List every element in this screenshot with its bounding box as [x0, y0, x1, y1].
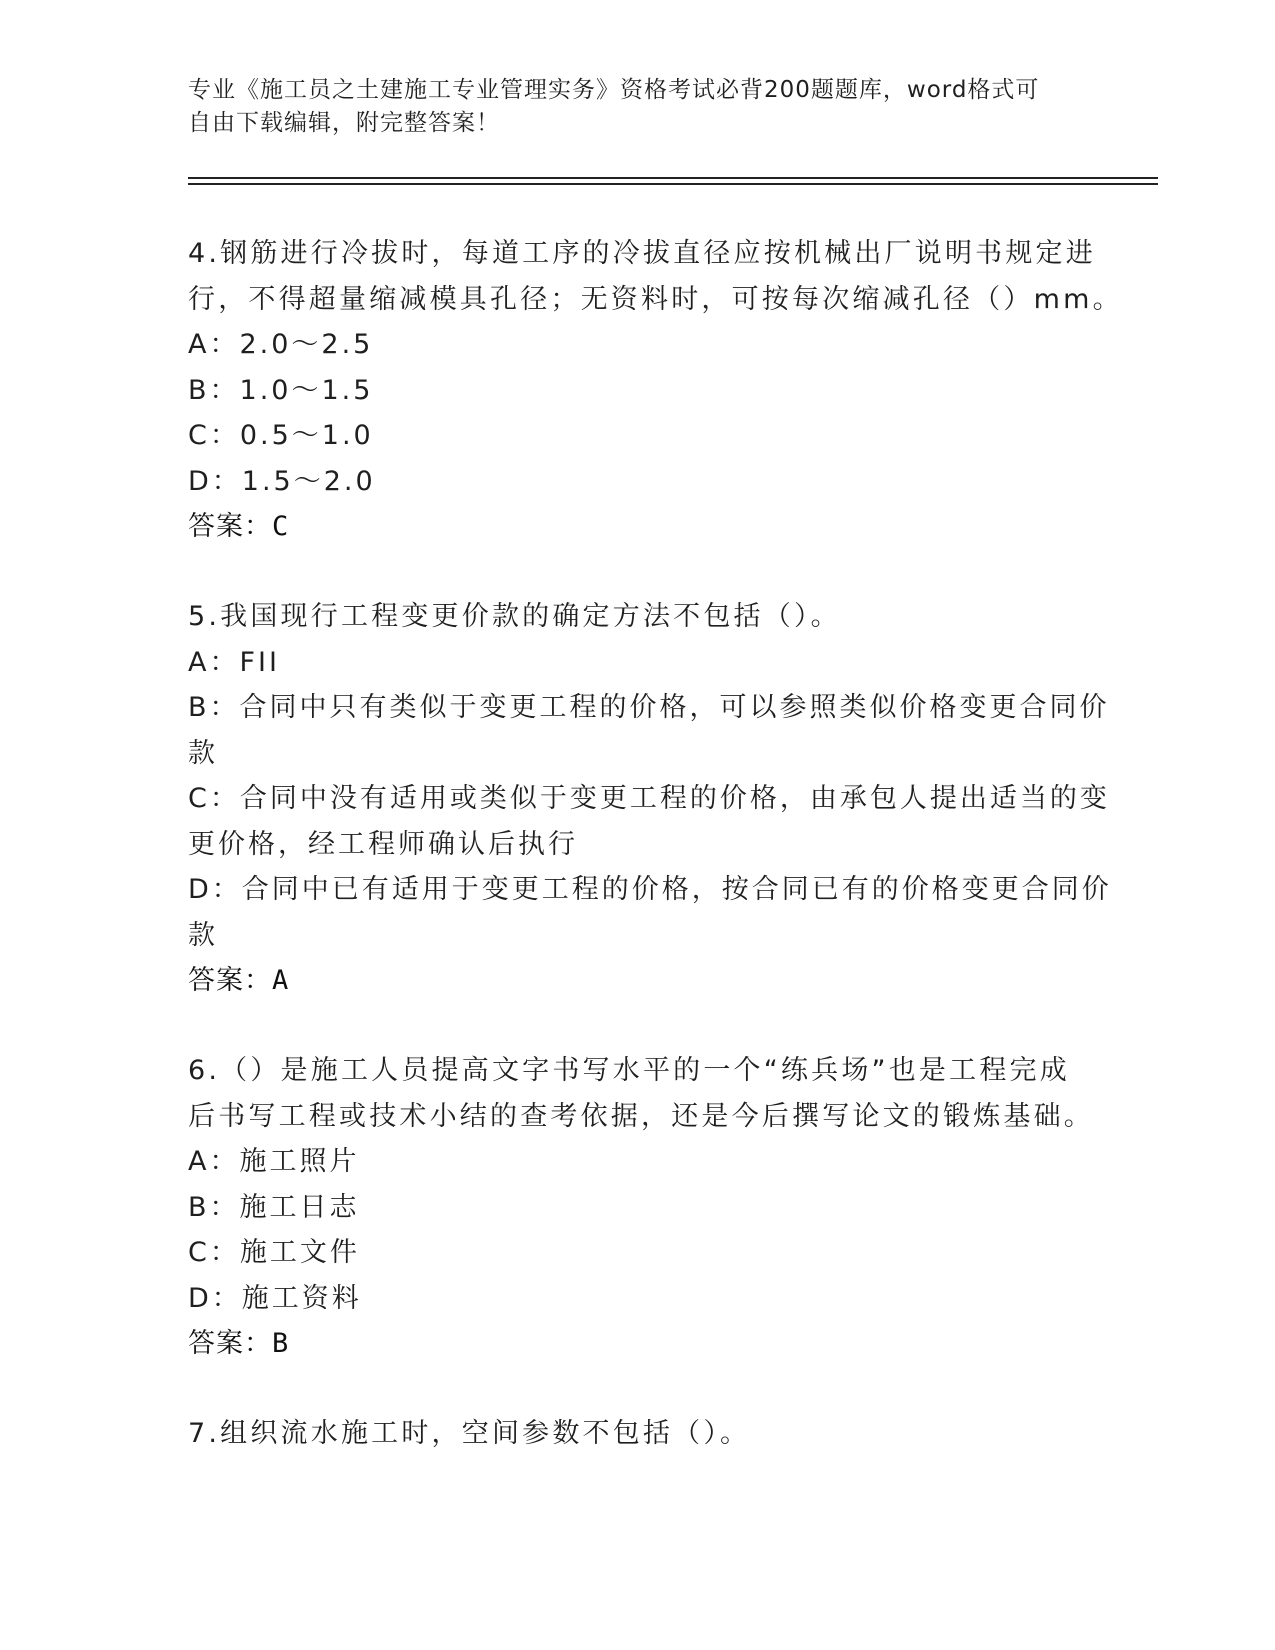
- option-text-continued: 款: [188, 919, 218, 951]
- option-label: C：: [188, 420, 240, 451]
- question-text-line: 6.（）是施工人员提高文字书写水平的一个“练兵场”也是工程完成: [188, 1055, 1070, 1086]
- option-text: FII: [239, 646, 280, 678]
- option-label: A：: [188, 329, 240, 360]
- answer-label: 答案：: [188, 511, 272, 542]
- answer-label: 答案：: [188, 1328, 272, 1359]
- option-text-continued: 更价格，经工程师确认后执行: [188, 828, 578, 860]
- option-text: 施工资料: [241, 1282, 362, 1314]
- question-block: [188, 1048, 1094, 1367]
- option-text: 1.5～2.0: [241, 465, 376, 497]
- option-b: [188, 368, 1088, 414]
- question-text-line: 后书写工程或技术小结的查考依据，还是今后撰写论文的锻炼基础。: [188, 1100, 1094, 1132]
- answer-label: 答案：: [188, 965, 272, 996]
- option-d: [188, 459, 1088, 505]
- option-b: [188, 685, 1110, 776]
- option-label: C：: [188, 783, 240, 814]
- option-text: 施工照片: [239, 1146, 360, 1177]
- option-text: 0.5～1.0: [239, 420, 374, 451]
- answer-value: B: [272, 1328, 290, 1359]
- option-c: [188, 776, 1110, 867]
- header-line-1: 专业《施工员之土建施工专业管理实务》资格考试必背200题题库，word格式可: [188, 77, 1040, 103]
- question-text-line: 5.我国现行工程变更价款的确定方法不包括（）。: [188, 601, 841, 632]
- answer-value: A: [272, 965, 290, 996]
- question-text: [188, 1411, 1088, 1457]
- header-divider-top: [188, 177, 1158, 179]
- question-block: [188, 1411, 1088, 1457]
- option-label: A：: [188, 1146, 240, 1177]
- option-text: 合同中只有类似于变更工程的价格，可以参照类似价格变更合同价: [239, 692, 1110, 723]
- option-label: D：: [188, 1282, 242, 1314]
- answer-line: [188, 1321, 1088, 1367]
- option-label: D：: [188, 465, 242, 497]
- document-header: [188, 74, 1068, 140]
- option-label: A：: [188, 646, 240, 678]
- answer-line: [188, 958, 1088, 1004]
- option-a: [188, 1139, 1088, 1185]
- option-text: 施工文件: [239, 1237, 360, 1268]
- question-text: [188, 1048, 1094, 1139]
- question-text-line: 4.钢筋进行冷拔时，每道工序的冷拔直径应按机械出厂说明书规定进: [188, 238, 1096, 269]
- option-text: 1.0～1.5: [239, 374, 374, 406]
- option-text: 施工日志: [239, 1191, 360, 1223]
- question-block: [188, 594, 1112, 1004]
- answer-value: C: [272, 511, 290, 542]
- option-c: [188, 1230, 1088, 1276]
- option-a: [188, 322, 1088, 368]
- option-text: 合同中没有适用或类似于变更工程的价格，由承包人提出适当的变: [239, 783, 1110, 814]
- question-text: [188, 231, 1123, 322]
- option-text: 合同中已有适用于变更工程的价格，按合同已有的价格变更合同价: [241, 874, 1112, 905]
- answer-line: [188, 504, 1088, 550]
- header-divider-bottom: [188, 183, 1158, 185]
- option-d: [188, 1276, 1088, 1322]
- option-d: [188, 867, 1112, 958]
- option-label: B：: [188, 692, 240, 723]
- option-text: 2.0～2.5: [239, 329, 374, 360]
- question-text: [188, 594, 1088, 640]
- question-block: [188, 231, 1123, 550]
- option-label: C：: [188, 1237, 240, 1268]
- option-label: B：: [188, 374, 240, 406]
- option-a: [188, 640, 1088, 686]
- option-b: [188, 1185, 1088, 1231]
- option-label: D：: [188, 874, 242, 905]
- option-label: B：: [188, 1191, 240, 1223]
- header-line-2: 自由下载编辑，附完整答案！: [188, 110, 500, 136]
- option-text-continued: 款: [188, 737, 218, 769]
- option-c: [188, 413, 1088, 459]
- question-text-line: 行，不得超量缩减模具孔径；无资料时，可按每次缩减孔径（）mm。: [188, 283, 1123, 315]
- question-text-line: 7.组织流水施工时，空间参数不包括（）。: [188, 1418, 751, 1449]
